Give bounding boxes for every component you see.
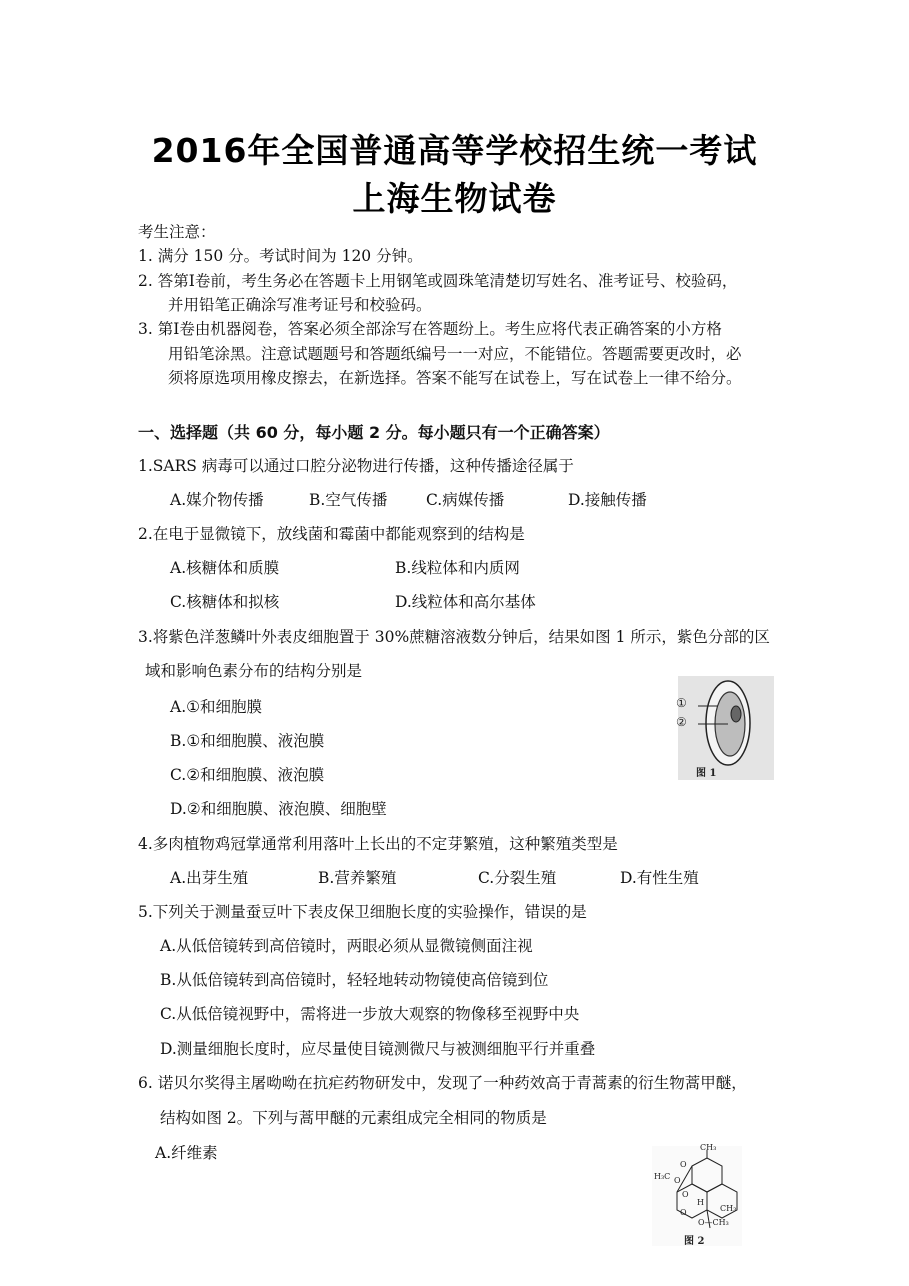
notice-item: 2. 答第Ⅰ卷前，考生务必在答题卡上用钢笔或圆珠笔清楚切写姓名、准考证号、校验码， (138, 272, 738, 290)
question-1-option-d: D.接触传播 (568, 491, 647, 509)
notice-item: 1. 满分 150 分。考试时间为 120 分钟。 (138, 247, 423, 265)
question-6-stem-cont: 结构如图 2。下列与蒿甲醚的元素组成完全相同的物质是 (160, 1109, 547, 1127)
question-1-option-c: C.病媒传播 (426, 491, 505, 509)
question-5-stem: 5.下列关于测量蚕豆叶下表皮保卫细胞长度的实验操作，错误的是 (138, 903, 587, 921)
question-3-stem-cont: 域和影响色素分布的结构分别是 (145, 662, 363, 680)
chem-label: O (674, 1176, 681, 1185)
question-1-stem: 1.SARS 病毒可以通过口腔分泌物进行传播，这种传播途径属于 (138, 457, 574, 475)
figure-1-marker-2: ② (676, 715, 687, 729)
question-3-option-c: C.②和细胞膜、液泡膜 (170, 766, 325, 784)
question-2-option-b: B.线粒体和内质网 (395, 559, 520, 577)
exam-title-line1: 2016年全国普通高等学校招生统一考试 (151, 131, 758, 170)
chem-label: O (680, 1208, 687, 1217)
chem-label: H (697, 1198, 704, 1207)
figure-2-structure-image (652, 1143, 742, 1247)
chem-label: O (680, 1160, 687, 1169)
question-5-option-a: A.从低倍镜转到高倍镜时，两眼必须从显微镜侧面注视 (160, 937, 533, 955)
section-heading: 一、选择题（共 60 分，每小题 2 分。每小题只有一个正确答案） (138, 423, 610, 442)
question-4-option-d: D.有性生殖 (620, 869, 699, 887)
question-2-option-d: D.线粒体和高尔基体 (395, 593, 536, 611)
chem-label: H₃C (654, 1172, 671, 1181)
notice-item: 3. 第Ⅰ卷由机器阅卷，答案必须全部涂写在答题纷上。考生应将代表正确答案的小方格 (138, 320, 722, 338)
question-6-option-a: A.纤维素 (155, 1144, 218, 1162)
question-3-stem: 3.将紫色洋葱鳞叶外表皮细胞置于 30%蔗糖溶液数分钟后，结果如图 1 所示，紫色分部的区 (138, 628, 770, 646)
chem-label: O (682, 1190, 689, 1199)
plasmolysis-cell-illustration (678, 676, 774, 780)
question-2-stem: 2.在电于显微镜下，放线菌和霉菌中都能观察到的结构是 (138, 525, 525, 543)
question-2-option-c: C.核糖体和拟核 (170, 593, 280, 611)
question-6-stem: 6. 诺贝尔奖得主屠呦呦在抗疟药物研发中，发现了一种药效高于青蒿素的衍生物蒿甲醚， (138, 1074, 747, 1092)
figure-1-label: 图 1 (696, 768, 717, 779)
figure-1-cell-image (678, 676, 774, 780)
notice-item: 须将原选项用橡皮擦去，在新选择。答案不能写在试卷上，写在试卷上一律不给分。 (168, 369, 742, 387)
question-5-option-c: C.从低倍镜视野中，需将进一步放大观察的物像移至视野中央 (160, 1005, 580, 1023)
question-1-option-b: B.空气传播 (309, 491, 388, 509)
notice-item: 用铅笔涂黑。注意试题题号和答题纸编号一一对应，不能错位。答题需要更改时，必 (168, 345, 742, 363)
question-4-stem: 4.多肉植物鸡冠掌通常利用落叶上长出的不定芽繁殖，这种繁殖类型是 (138, 835, 618, 853)
question-4-option-b: B.营养繁殖 (318, 869, 397, 887)
chem-label: CH₃ (720, 1204, 737, 1213)
notice-heading: 考生注意： (138, 223, 216, 241)
question-3-option-b: B.①和细胞膜、液泡膜 (170, 732, 325, 750)
question-4-option-a: A.出芽生殖 (170, 869, 249, 887)
question-4-option-c: C.分裂生殖 (478, 869, 557, 887)
question-1-option-a: A.媒介物传播 (170, 491, 264, 509)
question-3-option-a: A.①和细胞膜 (170, 698, 263, 716)
notice-item: 并用铅笔正确涂写准考证号和校验码。 (168, 296, 432, 314)
artemether-structure-illustration (652, 1146, 742, 1246)
chem-label: CH₃ (700, 1143, 717, 1152)
question-3-option-d: D.②和细胞膜、液泡膜、细胞壁 (170, 800, 387, 818)
question-5-option-d: D.测量细胞长度时，应尽量使目镜测微尺与被测细胞平行并重叠 (160, 1040, 596, 1058)
question-2-option-a: A.核糖体和质膜 (170, 559, 280, 577)
figure-2-label: 图 2 (684, 1236, 705, 1247)
exam-title-line2: 上海生物试卷 (352, 179, 557, 218)
question-5-option-b: B.从低倍镜转到高倍镜时，轻轻地转动物镜使高倍镜到位 (160, 971, 549, 989)
figure-1-marker-1: ① (676, 696, 687, 710)
chem-label: O—CH₃ (698, 1218, 729, 1227)
